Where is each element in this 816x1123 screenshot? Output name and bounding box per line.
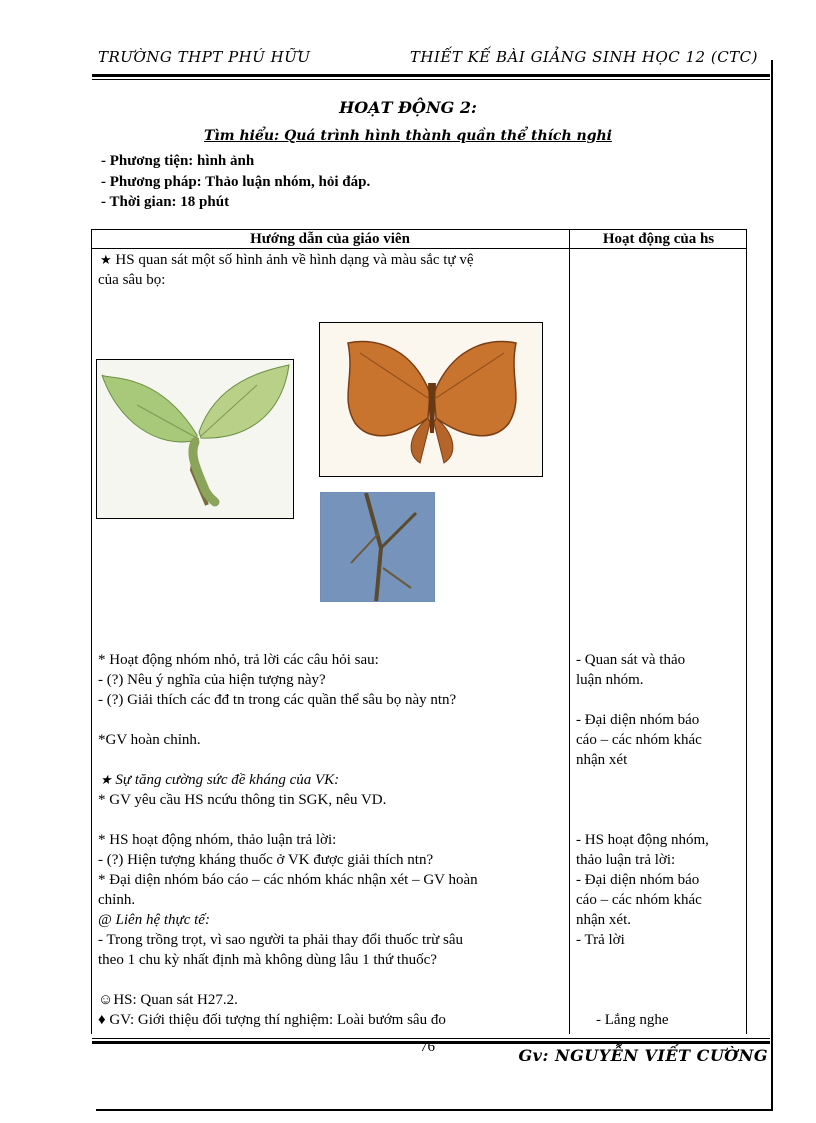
student-line-12: - Lắng nghe — [596, 1012, 669, 1028]
table-header-teacher: Hướng dẫn của giáo viên — [250, 231, 410, 247]
table-header-student: Hoạt động của hs — [602, 231, 715, 247]
student-line-3: - Đại diện nhóm báo — [576, 712, 700, 728]
teacher-line-16: ☺HS: Quan sát H27.2. — [98, 992, 238, 1008]
star-icon: ★ — [100, 772, 112, 787]
teacher-line-11: * Đại diện nhóm báo cáo – các nhóm khác nhận xét – GV hoàn — [98, 872, 478, 888]
table-header-divider — [91, 248, 747, 249]
activity-subtitle: Tìm hiểu: Quá trình hình thành quần thể thích nghi — [204, 128, 612, 144]
student-line-2: luận nhóm. — [576, 672, 644, 688]
activity-title: HOẠT ĐỘNG 2: — [339, 98, 477, 117]
activity-method: - Phương pháp: Thảo luận nhóm, hỏi đáp. — [101, 174, 371, 190]
teacher-line-8: * GV yêu cầu HS ncứu thông tin SGK, nêu VD. — [98, 792, 387, 808]
teacher-line-14: - Trong trồng trọt, vì sao người ta phải thay đổi thuốc trừ sâu — [98, 932, 463, 948]
student-line-11: - Trả lời — [576, 932, 625, 948]
activity-time: - Thời gian: 18 phút — [101, 194, 230, 210]
teacher-line-6: *GV hoàn chỉnh. — [98, 732, 201, 748]
header-school: TRƯỜNG THPT PHÚ HỮU — [98, 48, 311, 66]
student-line-7: thảo luận trả lời: — [576, 852, 676, 868]
table-column-divider — [569, 229, 570, 1034]
teacher-line-3: * Hoạt động nhóm nhỏ, trả lời các câu hỏi sau: — [98, 652, 379, 668]
header-course: THIẾT KẾ BÀI GIẢNG SINH HỌC 12 (CTC) — [409, 48, 758, 66]
butterfly-image — [319, 322, 543, 477]
stick-insect-twig-image — [320, 492, 435, 602]
footer-author: Gv: NGUYỄN VIẾT CƯỜNG — [518, 1046, 768, 1065]
student-line-5: nhận xét — [576, 752, 628, 768]
student-line-8: - Đại diện nhóm báo — [576, 872, 700, 888]
teacher-line-1: HS quan sát một số hình ảnh về hình dạng và màu sắc tự vệ — [115, 252, 474, 268]
student-line-1: - Quan sát và thảo — [576, 652, 686, 668]
teacher-line-9: * HS hoạt động nhóm, thảo luận trả lời: — [98, 832, 337, 848]
teacher-line-10: - (?) Hiện tượng kháng thuốc ở VK được giải thích ntn? — [98, 852, 434, 868]
header-divider-thin — [92, 79, 770, 80]
star-icon: ★ — [100, 252, 112, 267]
teacher-line-15: theo 1 chu kỳ nhất định mà không dùng lâu 1 thứ thuốc? — [98, 952, 437, 968]
teacher-line-4: - (?) Nêu ý nghĩa của hiện tượng này? — [98, 672, 326, 688]
teacher-line-5: - (?) Giải thích các đđ tn trong các quần thể sâu bọ này ntn? — [98, 692, 457, 708]
activity-means: - Phương tiện: hình ảnh — [101, 153, 255, 169]
page-number: 76 — [420, 1039, 435, 1055]
page-border-bottom — [96, 1109, 773, 1111]
teacher-line-7: Sự tăng cường sức đề kháng của VK: — [115, 772, 340, 788]
teacher-line-17: ♦ GV: Giới thiệu đối tượng thí nghiệm: Loài bướm sâu đo — [98, 1012, 446, 1028]
student-line-4: cáo – các nhóm khác — [576, 732, 702, 748]
student-line-9: cáo – các nhóm khác — [576, 892, 702, 908]
student-line-6: - HS hoạt động nhóm, — [576, 832, 709, 848]
teacher-line-2: của sâu bọ: — [98, 272, 166, 288]
caterpillar-leaf-image — [96, 359, 294, 519]
page-border-right — [771, 60, 773, 1110]
student-line-10: nhận xét. — [576, 912, 631, 928]
teacher-line-13: @ Liên hệ thực tế: — [98, 912, 210, 928]
teacher-line-12: chỉnh. — [98, 892, 136, 908]
header-divider — [92, 74, 770, 77]
